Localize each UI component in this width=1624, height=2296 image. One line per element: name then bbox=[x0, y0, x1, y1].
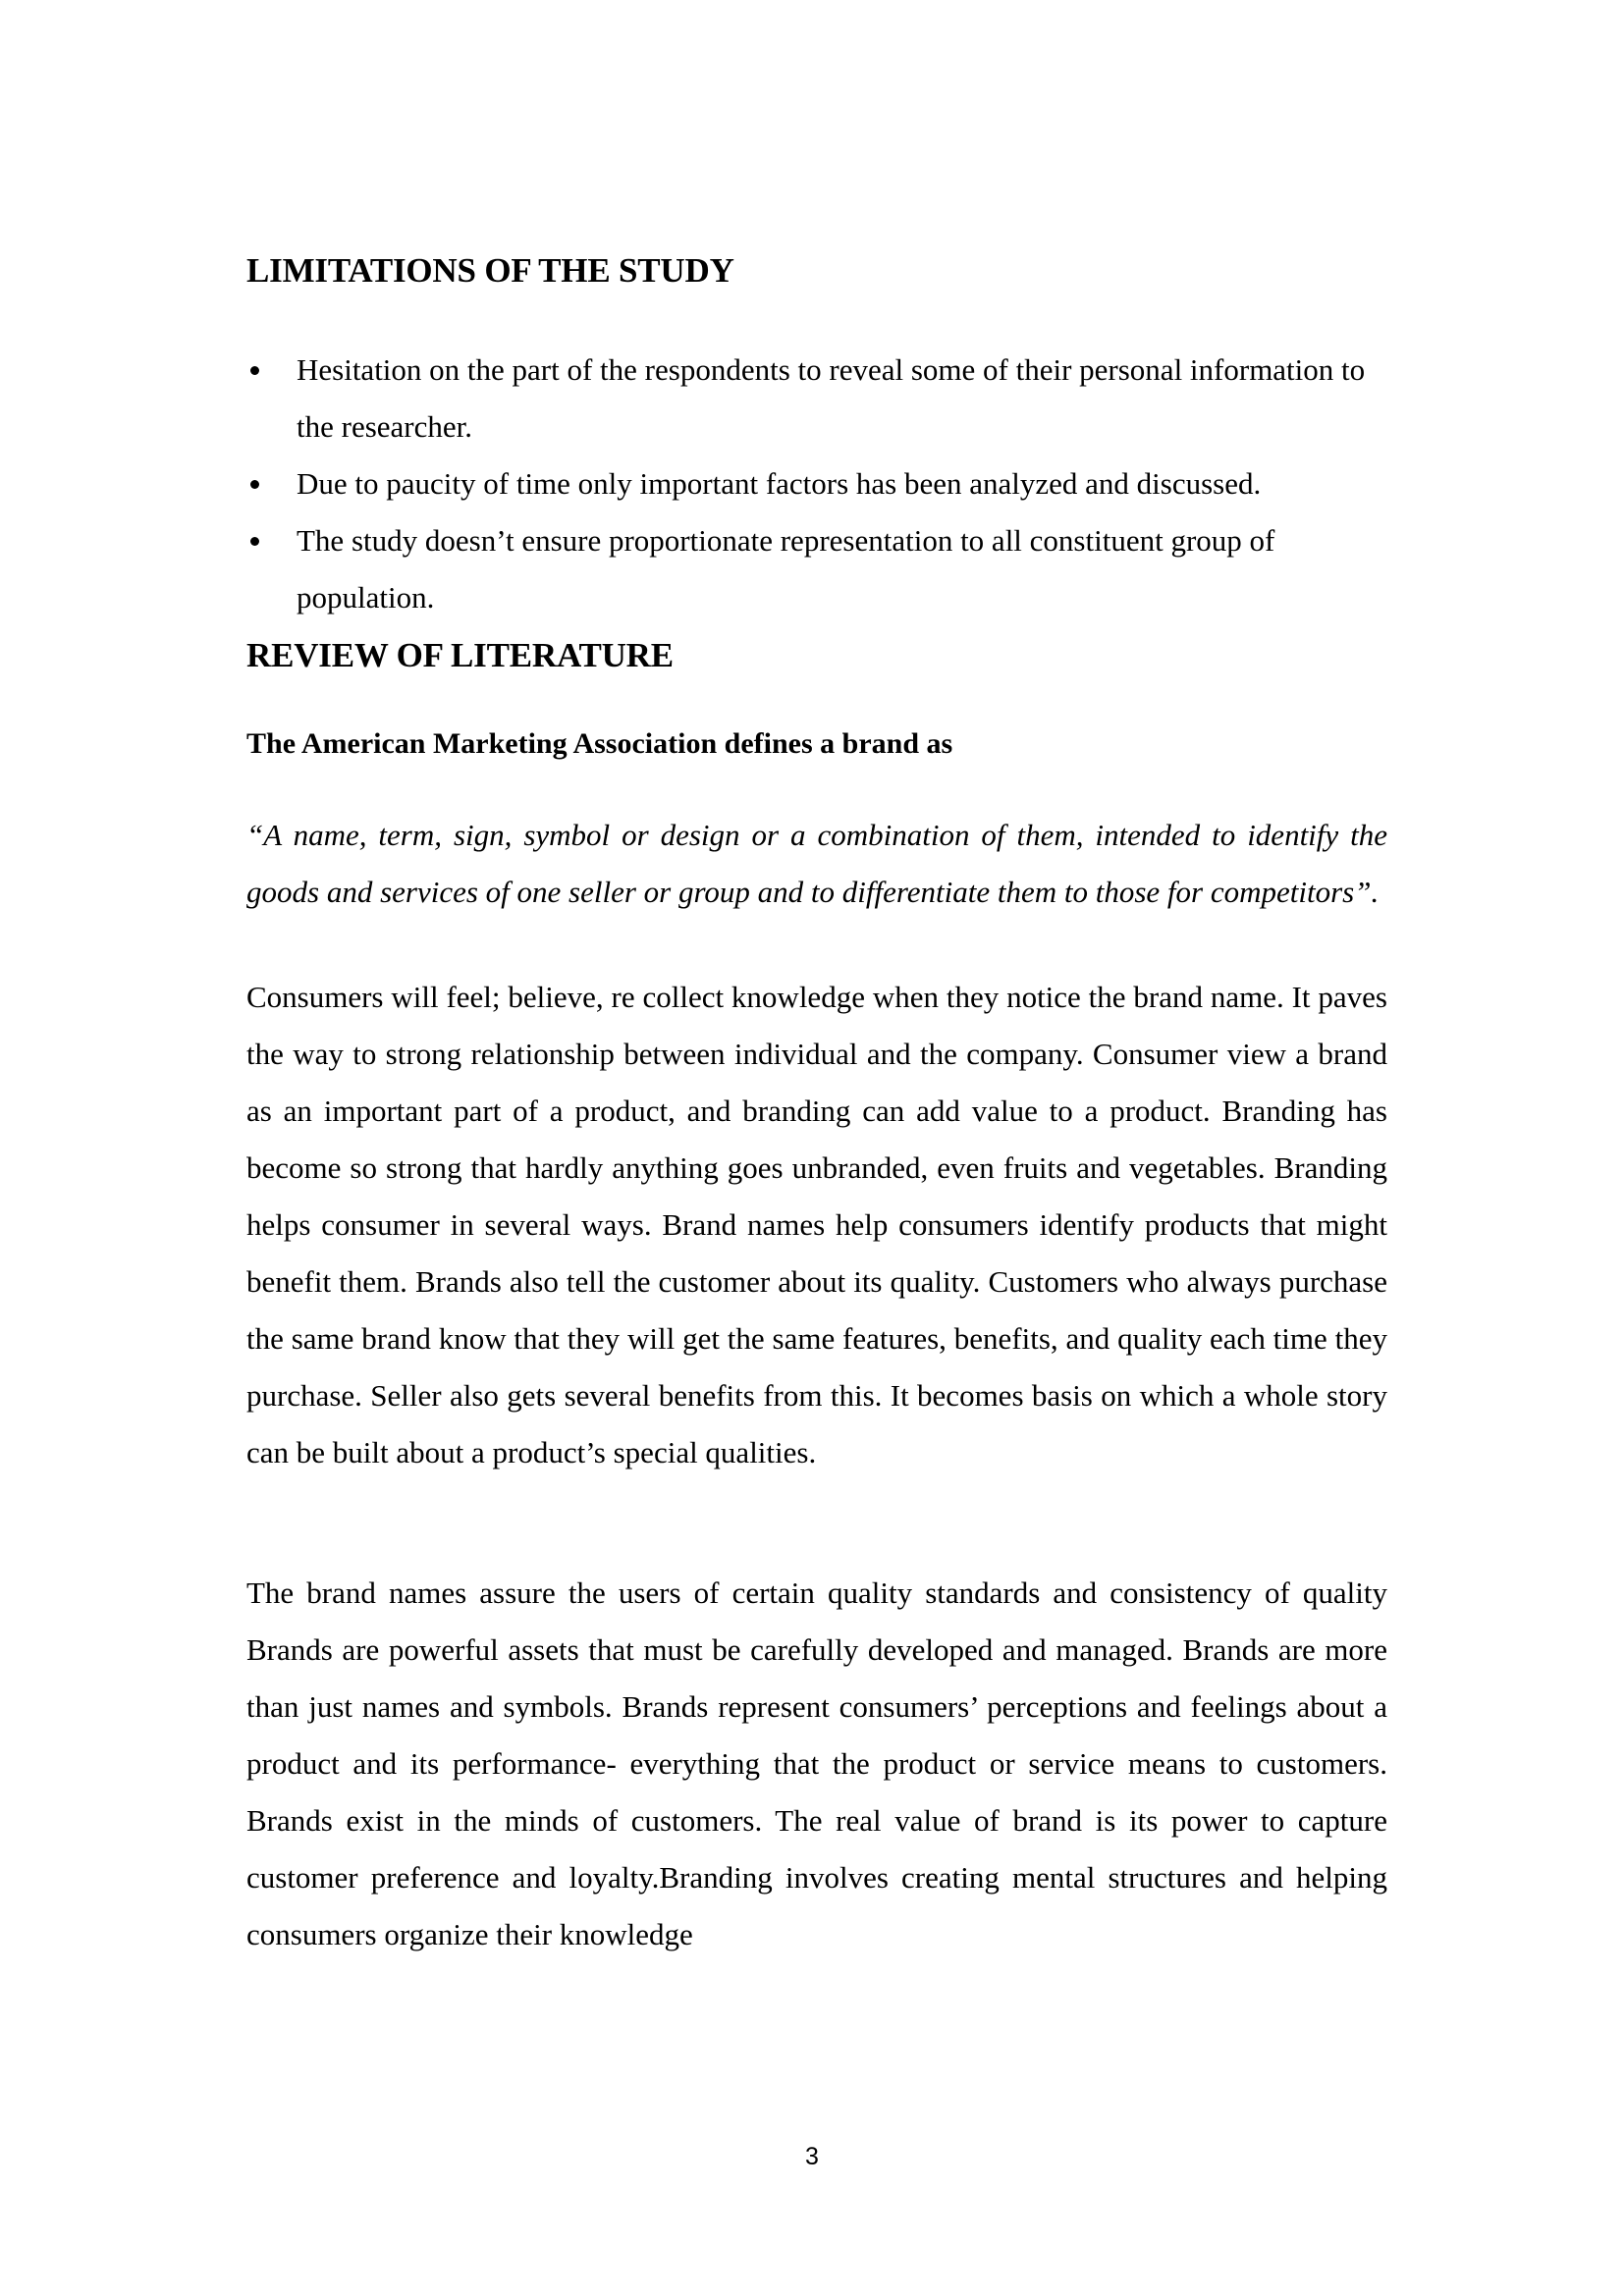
bullet-icon bbox=[250, 366, 259, 375]
brand-definition-quote: “A name, term, sign, symbol or design or a combination of them, intended to identify the goods and services of one seller or group and to differentiate them to those for competitors”. bbox=[246, 818, 1387, 909]
limitations-list bbox=[246, 342, 1387, 626]
list-item-text: Due to paucity of time only important factors has been analyzed and discussed. bbox=[297, 466, 1262, 501]
bullet-icon bbox=[250, 480, 259, 489]
list-item bbox=[246, 512, 1387, 626]
body-paragraph: Consumers will feel; believe, re collect knowledge when they notice the brand name. It paves the way to strong relationship between individual and the company. Consumer view a brand as an important part of a product, and branding can add value to a product. Branding has become so strong that hardly anything goes unbranded, even fruits and vegetables. Branding helps consumer in several ways. Brand names help consumers identify products that might benefit them. Brands also tell the customer about its quality. Customers who always purchase the same brand know that they will get the same features, benefits, and quality each time they purchase. Seller also gets several benefits from this. It becomes basis on which a whole story can be built about a product’s special qualities. bbox=[246, 980, 1387, 1469]
limitations-heading: LIMITATIONS OF THE STUDY bbox=[246, 251, 734, 290]
bullet-icon bbox=[250, 537, 259, 546]
page-number: 3 bbox=[805, 2143, 819, 2170]
review-heading: REVIEW OF LITERATURE bbox=[246, 636, 674, 674]
list-item bbox=[246, 455, 1387, 512]
body-paragraph: The brand names assure the users of certain quality standards and consistency of quality Brands are powerful assets that must be carefully developed and managed. Brands are more than just names and symbols. Brands represent consumers’ perceptions and feelings about a product and its performance- everything that the product or service means to customers. Brands exist in the minds of customers. The real value of brand is its power to capture customer preference and loyalty.Branding involves creating mental structures and helping consumers organize their knowledge bbox=[246, 1575, 1387, 1951]
list-item-text: The study doesn’t ensure proportionate representation to all constituent group of population. bbox=[297, 523, 1275, 614]
list-item bbox=[246, 342, 1387, 455]
ama-definition-subheading: The American Marketing Association defines a brand as bbox=[246, 727, 953, 760]
list-item-text: Hesitation on the part of the respondents to reveal some of their personal information to the researcher. bbox=[297, 352, 1366, 444]
